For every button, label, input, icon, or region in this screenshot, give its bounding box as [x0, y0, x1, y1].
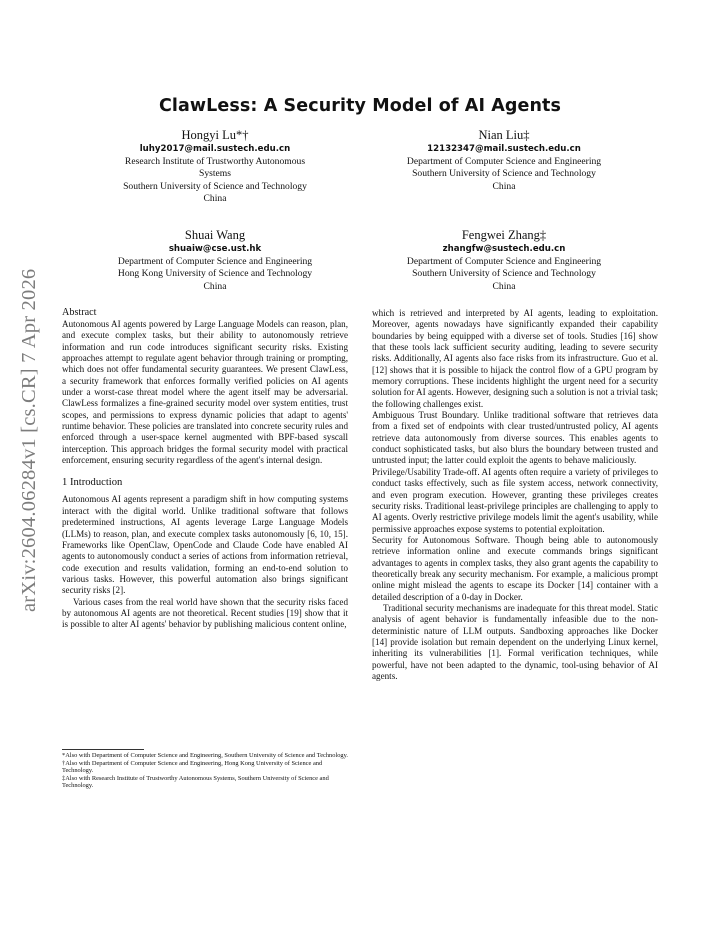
- affiliation-line: Southern University of Science and Technology: [123, 180, 307, 192]
- author-name: Hongyi Lu*†: [181, 128, 249, 142]
- affiliation-line: China: [203, 280, 227, 292]
- affiliation-line: Southern University of Science and Technology: [412, 168, 596, 180]
- author-name: Fengwei Zhang‡: [461, 228, 547, 242]
- body-paragraph: Traditional security mechanisms are inadequate for this threat model. Static analysis of agent behavior is fundamentally infeasible due to the non-deterministic nature of LLM outputs. Sandboxing approaches like Docker [14] provide isolation but remain dependent on the underlying Linux kernel, inheriting its vulnerabilities [1]. Formal verification techniques, while powerful, have not been adapted to the dynamic, tool-using behavior of AI agents.: [372, 602, 658, 681]
- intro-paragraph-1: Autonomous AI agents represent a paradigm shift in how computing systems interact with the digital world. Unlike traditional software that follows predetermined instructions, AI agents leverage Large Language Models (LLMs) to reason, plan, and execute complex tasks autonomously [6, 10, 15]. Frameworks like OpenClaw, OpenCode and Claude Code have enabled AI agents to autonomously conduct a series of actions from information retrieval, code execution and results validation, forming an end-to-end solution to various tasks. However, this powerful automation also brings significant security risks [2].: [62, 494, 348, 596]
- challenge-trust-boundary: Ambiguous Trust Boundary. Unlike traditional software that retrieves data from a fixed set of endpoints with clear trusted/untrusted policy, AI agents retrieve data autonomously from diverse sources. This enables agents to conduct sophisticated tasks, but also blurs the boundary between trusted and untrusted input; the latter could exploit the agents to behave maliciously.: [372, 410, 658, 466]
- author-email: zhangfw@sustech.edu.cn: [442, 244, 566, 254]
- author-name: Shuai Wang: [184, 228, 246, 242]
- footnote-rule: [62, 749, 144, 750]
- arxiv-identifier: arXiv:2604.06284v1 [cs.CR] 7 Apr 2026: [18, 268, 40, 612]
- author-block-4: [354, 228, 654, 293]
- section-heading-introduction: 1 Introduction: [62, 477, 123, 489]
- affiliation-line: Hong Kong University of Science and Technology: [117, 268, 313, 280]
- affiliation-line: Southern University of Science and Technology: [412, 268, 596, 280]
- affiliation-line: Department of Computer Science and Engineering: [406, 255, 602, 267]
- affiliation-line: Department of Computer Science and Engineering: [406, 155, 602, 167]
- author-email: shuaiw@cse.ust.hk: [168, 244, 262, 254]
- abstract-text: Autonomous AI agents powered by Large Language Models can reason, plan, and execute complex tasks, but their ability to autonomously retrieve information and run code introduces significant security risks. Existing approaches attempt to regulate agent behavior through training or prompting, which does not offer fundamental security guarantees. We present ClawLess, a security framework that enforces formally verified policies on AI agents under a worst-case threat model where the agent itself may be adversarial. ClawLess formalizes a fine-grained security model over system entities, trust scopes, and permissions to express dynamic policies that adapt to agents' runtime behavior. These policies are translated into concrete security rules and enforced through a user-space kernel augmented with BPF-based syscall interception. This approach bridges the formal security model with practical enforcement, ensuring security regardless of the agent's internal design.: [62, 319, 348, 466]
- intro-paragraph-2: Various cases from the real world have shown that the security risks faced by autonomous AI agents are not theoretical. Recent studies [19] show that it is possible to alter AI agents' behavior by publishing malicious content online,: [62, 596, 348, 630]
- abstract-heading: Abstract: [62, 307, 97, 318]
- author-name: Nian Liu‡: [478, 128, 530, 142]
- right-column: [372, 308, 658, 682]
- affiliation-line: China: [203, 193, 227, 205]
- author-block-3: [65, 228, 365, 293]
- affiliation-line: China: [492, 180, 516, 192]
- affiliation-line: China: [492, 280, 516, 292]
- left-column: [62, 306, 348, 631]
- affiliation-line: Systems: [199, 168, 231, 180]
- paper-title: ClawLess: A Security Model of AI Agents: [158, 96, 562, 116]
- affiliation-line: Research Institute of Trustworthy Autonomous: [124, 155, 306, 167]
- footnote: *Also with Department of Computer Science and Engineering, Southern University of Science and Technology.: [62, 752, 348, 759]
- challenge-autonomous-security: Security for Autonomous Software. Though being able to autonomously retrieve information online and execute commands brings significant advantages to agents in complex tasks, they also grant agents the capability to theoretically break any security mechanism. For example, a malicious prompt online might mislead the agents to escape its Docker [14] container with a detailed description of a 0-day in Docker.: [372, 534, 658, 602]
- author-email: 12132347@mail.sustech.edu.cn: [427, 144, 581, 154]
- author-email: luhy2017@mail.sustech.edu.cn: [139, 144, 291, 154]
- body-paragraph: which is retrieved and interpreted by AI agents, leading to exploitation. Moreover, agents nowadays have significantly expanded their capability boundaries by being equipped with a diverse set of tools. Studies [16] show that these tools lack sufficient security auditing, leading to severe security risks. Additionally, AI agents also face risks from its infrastructure. Guo et al. [12] shows that it is possible to hijack the control flow of a GPU program by memory corruptions. These incidents highlight the urgent need for a security solution for AI agents. However, designing such a solution is not a trivial task; the following challenges exist.: [372, 308, 658, 409]
- footnotes: [62, 752, 350, 790]
- affiliation-line: Department of Computer Science and Engineering: [117, 255, 313, 267]
- footnote: †Also with Department of Computer Science and Engineering, Hong Kong University of Science and Technology.: [62, 759, 323, 775]
- author-block-1: [65, 128, 365, 206]
- challenge-privilege-tradeoff: Privilege/Usability Trade-off. AI agents often require a variety of privileges to conduct tasks effectively, such as file system access, network connectivity, and even program execution. However, granting these privileges creates security risks. Traditional least-privilege principles are challenging to apply to AI agents. Overly restrictive privilege models limit the agent's usability, while permissive approaches expose systems to potential exploitation.: [372, 466, 658, 534]
- footnote: ‡Also with Research Institute of Trustworthy Autonomous Systems, Southern University of Science and Technology.: [62, 774, 329, 790]
- author-block-2: [354, 128, 654, 193]
